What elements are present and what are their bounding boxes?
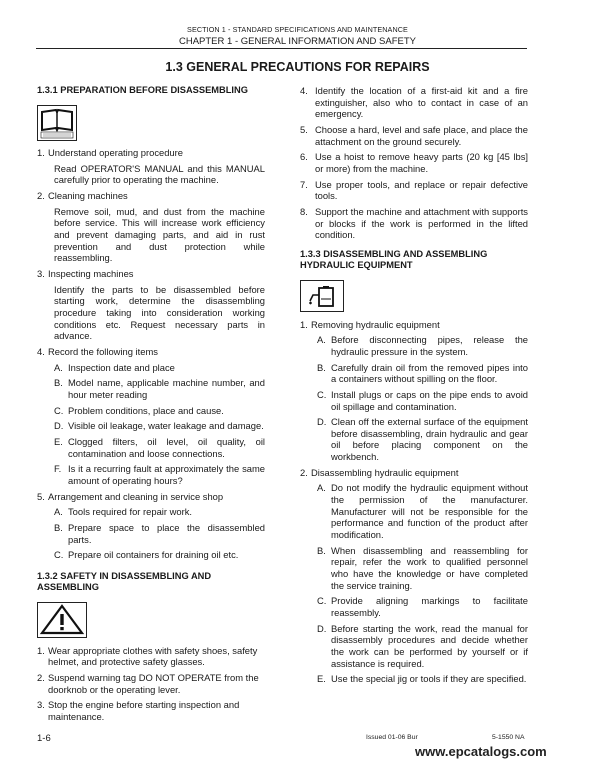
item-number: 3. <box>37 268 45 280</box>
sub-item-letter: A. <box>54 361 63 373</box>
section-heading-1-3-1: 1.3.1 PREPARATION BEFORE DISASSEMBLING <box>37 85 248 95</box>
sub-item-text: Model name, applicable machine number, and hour meter reading <box>68 377 265 400</box>
left-column <box>37 85 265 726</box>
item-text: Use proper tools, and replace or repair defective tools. <box>315 178 528 202</box>
list-item <box>37 491 265 503</box>
sub-item-text: Carefully drain oil from the removed pipes into a containers without spilling on the floor. <box>331 361 528 385</box>
item-label: Removing hydraulic equipment <box>311 318 440 330</box>
item-number: 5. <box>37 490 45 502</box>
watermark: www.epcatalogs.com <box>415 744 547 759</box>
list-item <box>300 467 528 479</box>
list-item <box>300 85 528 120</box>
section-heading-1-3-2: 1.3.2 SAFETY IN DISASSEMBLING AND ASSEMBLING <box>37 570 212 593</box>
section-header: SECTION 1 - STANDARD SPECIFICATIONS AND MAINTENANCE <box>187 25 408 34</box>
sub-item-text: Clogged filters, oil level, oil quality, oil contamination and loose connections. <box>68 435 265 459</box>
item-paragraph: Identify the parts to be disassembled before starting work, determine the disassembling procedure taking into consideration working conditions etc. Request necessary parts in advance. <box>54 283 265 342</box>
item-number: 8. <box>300 205 308 217</box>
sub-item <box>54 436 265 459</box>
sub-item-letter: F. <box>54 463 62 475</box>
sub-item <box>317 362 528 385</box>
warning-triangle-icon <box>37 602 87 638</box>
sub-item-letter: A. <box>317 334 326 346</box>
sub-item-text: Prepare space to place the disassembled parts. <box>68 521 265 545</box>
sub-item-letter: C. <box>317 595 327 607</box>
item-label: Inspecting machines <box>48 268 134 280</box>
sub-item-letter: C. <box>54 404 64 416</box>
document-number: 5-1550 NA <box>492 734 525 741</box>
sub-item-letter: C. <box>54 549 64 561</box>
sub-item <box>317 389 528 412</box>
item-number: 4. <box>300 85 308 96</box>
sub-item <box>317 334 528 357</box>
sub-item-text: When disassembling and reassembling for repair, refer the work to qualified personnel who have the knowledge or have completed the service training. <box>331 544 528 591</box>
item-number: 2. <box>37 671 45 683</box>
sub-item-text: Do not modify the hydraulic equipment without the permission of the manufacturer. Manufacturer will not be responsible for the performance and function of the product after modification. <box>331 482 528 541</box>
item-label: Arrangement and cleaning in service shop <box>48 490 224 502</box>
sub-item-text: Install plugs or caps on the pipe ends to avoid oil spillage and contamination. <box>331 388 528 412</box>
sub-item-text: Prepare oil containers for draining oil etc. <box>68 549 239 561</box>
sub-item-letter: D. <box>317 622 327 634</box>
item-paragraph: Remove soil, mud, and dust from the machine before service. This will increase work efficiency and prevent damaging parts, and aid in rust prevention and dust protection while reassembling. <box>54 205 265 264</box>
list-item <box>300 179 528 202</box>
list-item <box>300 151 528 174</box>
sub-item <box>317 545 528 592</box>
manual-book-icon <box>37 105 77 141</box>
item-number: 2. <box>37 190 45 202</box>
sub-item-letter: E. <box>317 673 326 685</box>
chapter-header: CHAPTER 1 - GENERAL INFORMATION AND SAFETY <box>178 36 416 47</box>
item-label: Cleaning machines <box>48 190 128 202</box>
sub-item-letter: E. <box>54 435 63 447</box>
sub-item <box>317 623 528 670</box>
sub-item-letter: D. <box>54 420 64 432</box>
item-text: Use a hoist to remove heavy parts (20 kg [45 lbs] or more) from the machine. <box>315 151 528 174</box>
sub-item-text: Before disconnecting pipes, release the hydraulic pressure in the system. <box>331 334 528 357</box>
hydraulic-oil-icon <box>300 280 344 312</box>
item-label: Stop the engine before starting inspection and maintenance. <box>48 699 240 722</box>
page-title: 1.3 GENERAL PRECAUTIONS FOR REPAIRS <box>165 60 430 74</box>
sub-item-text: Before starting the work, read the manual for disassembly procedures and decide whether the work can be performed by yourself or if assistance is required. <box>331 622 528 669</box>
list-item <box>37 699 265 722</box>
page-number: 1-6 <box>37 733 51 744</box>
sub-item <box>317 673 528 685</box>
list-item <box>37 147 265 159</box>
item-number: 4. <box>37 346 45 358</box>
sub-item-letter: B. <box>317 361 326 373</box>
issue-date: Issued 01-06 Bur <box>366 734 418 741</box>
list-item <box>300 206 528 241</box>
item-number: 5. <box>300 123 308 135</box>
item-label: Disassembling hydraulic equipment <box>311 466 459 478</box>
list-item <box>37 672 265 695</box>
sub-item-text: Inspection date and place <box>68 361 175 373</box>
list-item <box>37 190 265 202</box>
sub-item-text: Clean off the external surface of the equipment before disassembling, drain hydraulic and gear oil before placing component on the workbench. <box>331 416 528 463</box>
sub-item-text: Problem conditions, place and cause. <box>68 404 224 416</box>
item-number: 6. <box>300 151 308 163</box>
sub-item-letter: B. <box>54 377 63 389</box>
item-number: 1. <box>37 147 45 159</box>
sub-item <box>54 463 265 486</box>
sub-item <box>54 362 265 374</box>
sub-item <box>54 420 265 432</box>
section-heading-1-3-3 <box>300 249 528 272</box>
item-number: 3. <box>37 699 45 711</box>
sub-item <box>54 405 265 417</box>
item-text: Support the machine and attachment with supports or blocks if the work is performed in the lifted condition. <box>315 205 528 241</box>
sub-item-text: Visible oil leakage, water leakage and damage. <box>68 420 264 432</box>
sub-item-text: Use the special jig or tools if they are specified. <box>331 673 527 685</box>
sub-item-letter: D. <box>317 416 327 428</box>
sub-item <box>317 416 528 463</box>
sub-item <box>317 482 528 540</box>
list-item <box>37 268 265 280</box>
sub-item-letter: B. <box>317 544 326 556</box>
list-item <box>37 346 265 358</box>
sub-item-letter: B. <box>54 521 63 533</box>
item-label: Record the following items <box>48 346 158 358</box>
sub-item-letter: C. <box>317 388 327 400</box>
item-paragraph: Read OPERATOR'S MANUAL and this MANUAL carefully prior to operating the machine. <box>54 162 265 186</box>
sub-item <box>54 506 265 518</box>
item-number: 2. <box>300 466 308 478</box>
section-heading-1-3-3-line1: 1.3.3 DISASSEMBLING AND ASSEMBLING <box>300 248 488 259</box>
item-label: Wear appropriate clothes with safety shoes, safety helmet, and protective safety glasses. <box>48 644 258 668</box>
item-label: Understand operating procedure <box>48 147 183 159</box>
item-number: 1. <box>300 318 308 330</box>
sub-item-letter: A. <box>54 506 63 518</box>
right-column <box>300 85 528 689</box>
sub-item <box>54 377 265 400</box>
sub-item <box>54 522 265 545</box>
item-number: 7. <box>300 178 308 190</box>
list-item <box>300 124 528 147</box>
item-text: Identify the location of a first-aid kit and a fire extinguisher, also who to contact in case of an emergency. <box>315 85 528 120</box>
list-item <box>37 645 265 668</box>
list-item <box>300 319 528 331</box>
sub-item-text: Provide aligning markings to facilitate reassembly. <box>331 595 528 618</box>
item-text: Choose a hard, level and safe place, and place the attachment on the ground securely. <box>315 123 528 147</box>
item-number: 1. <box>37 644 45 656</box>
header-divider <box>36 48 527 49</box>
sub-item-letter: A. <box>317 482 326 494</box>
sub-item <box>317 595 528 618</box>
section-heading-1-3-3-line2: HYDRAULIC EQUIPMENT <box>300 260 413 271</box>
sub-item-text: Tools required for repair work. <box>68 506 193 518</box>
sub-item-text: Is it a recurring fault at approximately the same amount of operating hours? <box>68 463 265 486</box>
item-label: Suspend warning tag DO NOT OPERATE from the doorknob or the operating lever. <box>48 671 259 695</box>
sub-item <box>54 549 265 561</box>
